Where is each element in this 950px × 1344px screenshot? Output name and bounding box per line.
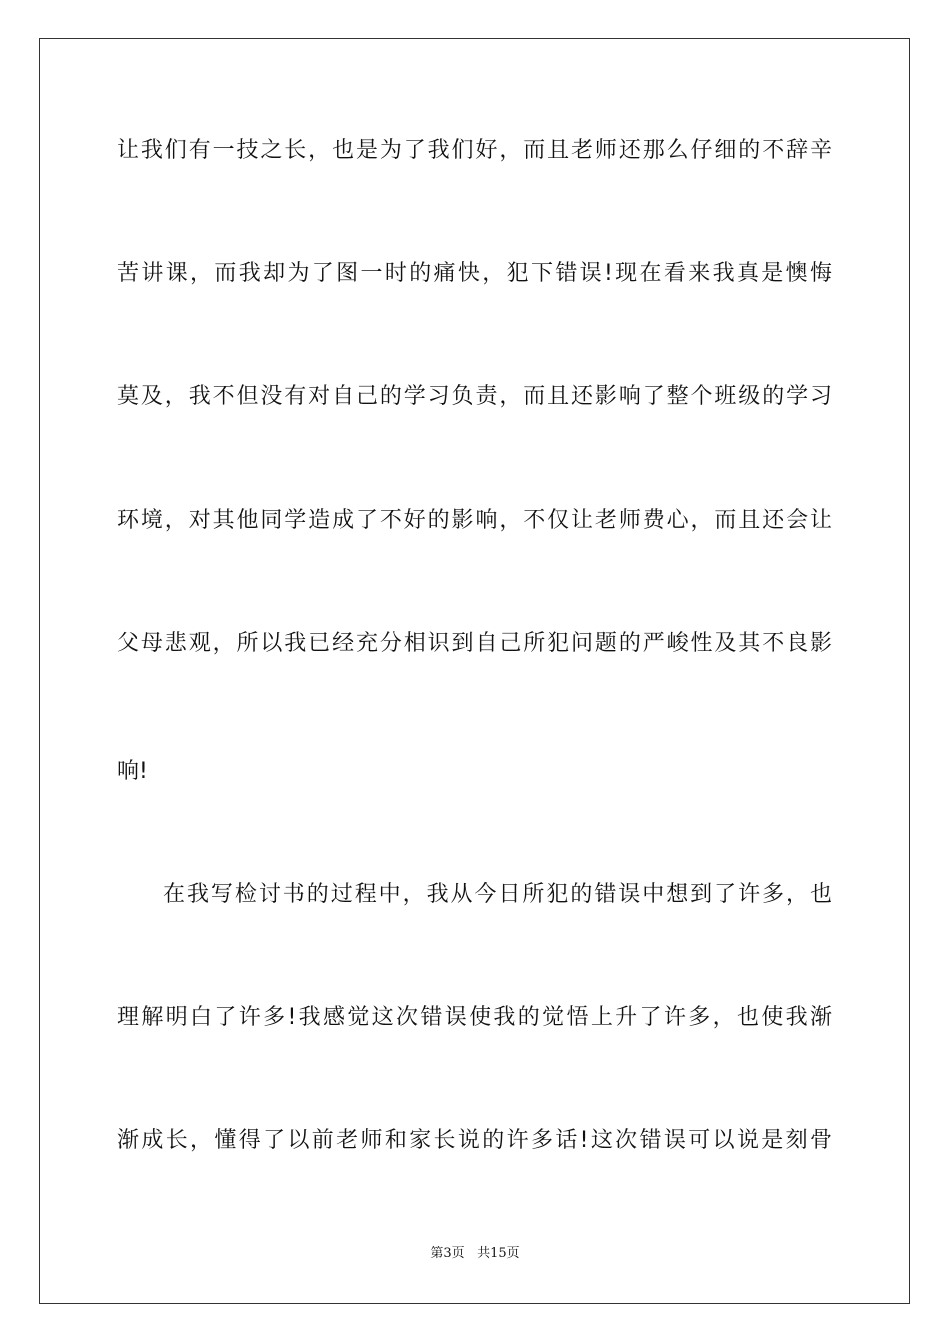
paragraph-line: 让我们有一技之长，也是为了我们好，而且老师还那么仔细的不辞辛 [117,138,832,163]
paragraph-line: 环境，对其他同学造成了不好的影响，不仅让老师费心，而且还会让 [117,508,832,533]
paragraph-line: 莫及，我不但没有对自己的学习负责，而且还影响了整个班级的学习 [117,384,832,409]
page-border [39,38,910,1304]
page-footer [0,1244,950,1264]
paragraph-line: 父母悲观，所以我已经充分相识到自己所犯问题的严峻性及其不良影 [117,631,832,656]
paragraph-line: 苦讲课，而我却为了图一时的痛快，犯下错误!现在看来我真是懊悔 [117,261,832,286]
paragraph-line: 理解明白了许多!我感觉这次错误使我的觉悟上升了许多，也使我渐 [117,1005,832,1030]
page-total: 共15页 [477,1246,520,1261]
page-number: 第3页 [430,1246,465,1261]
paragraph-line: 在我写检讨书的过程中，我从今日所犯的错误中想到了许多，也 [163,882,832,907]
paragraph-line: 渐成长，懂得了以前老师和家长说的许多话!这次错误可以说是刻骨 [117,1128,832,1153]
paragraph-line: 响! [117,759,148,784]
